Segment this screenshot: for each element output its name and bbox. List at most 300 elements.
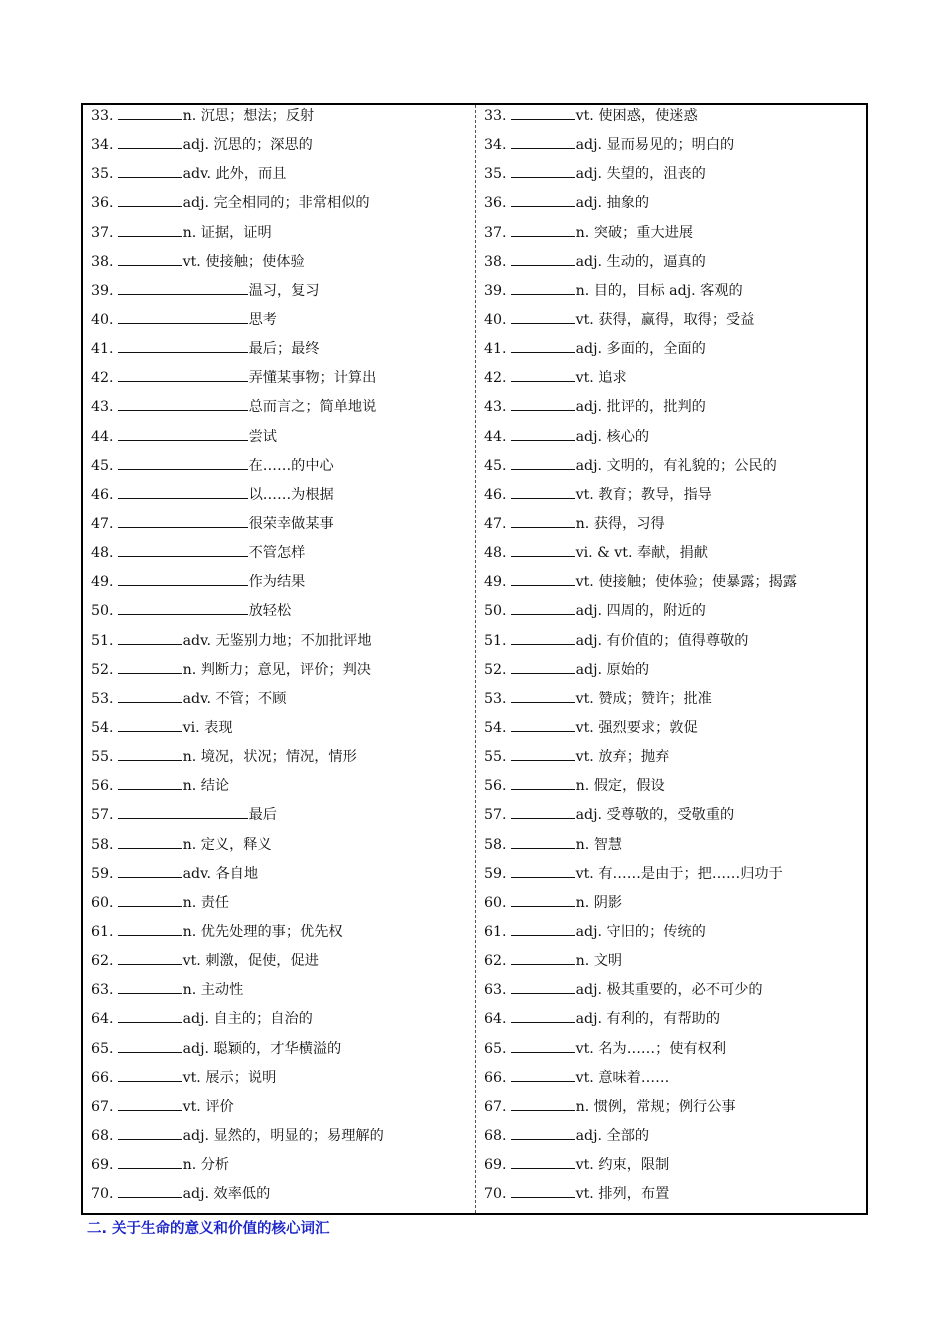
answer-blank[interactable] <box>511 107 575 120</box>
answer-blank[interactable] <box>511 369 575 382</box>
item-number: 61. <box>91 923 114 940</box>
vocab-item <box>476 1093 868 1122</box>
vocab-item <box>83 510 475 539</box>
vocab-item <box>476 277 868 306</box>
vocab-item <box>476 976 868 1005</box>
answer-blank[interactable] <box>511 1010 575 1023</box>
item-number: 63. <box>91 982 114 999</box>
item-number: 34. <box>484 137 507 154</box>
answer-blank[interactable] <box>511 952 575 965</box>
item-number: 48. <box>91 545 114 562</box>
item-number: 67. <box>91 1098 114 1115</box>
answer-blank[interactable] <box>118 836 182 849</box>
item-number: 57. <box>484 807 507 824</box>
item-number: 51. <box>91 632 114 649</box>
item-definition: vt. 放弃；抛弃 <box>575 749 670 766</box>
vocab-item <box>476 248 868 277</box>
answer-blank[interactable] <box>118 1098 182 1111</box>
item-number: 45. <box>484 457 507 474</box>
vocab-item <box>83 131 475 160</box>
item-definition: n. 优先处理的事；优先权 <box>182 923 343 940</box>
item-number: 69. <box>484 1157 507 1174</box>
item-definition: 在……的中心 <box>248 457 334 474</box>
item-number: 35. <box>484 166 507 183</box>
answer-blank[interactable] <box>118 748 182 761</box>
vocab-item <box>476 364 868 393</box>
vocab-item <box>476 1005 868 1034</box>
vocab-item <box>476 1151 868 1180</box>
answer-blank[interactable] <box>511 923 575 936</box>
vocab-item <box>83 364 475 393</box>
item-number: 65. <box>91 1040 114 1057</box>
item-number: 43. <box>484 399 507 416</box>
vocab-item <box>476 714 868 743</box>
answer-blank[interactable] <box>511 311 575 324</box>
item-definition: adj. 有价值的；值得尊敬的 <box>575 632 749 649</box>
answer-blank[interactable] <box>511 224 575 237</box>
item-number: 33. <box>91 108 114 124</box>
vocab-item <box>476 801 868 830</box>
vocab-item <box>83 860 475 889</box>
item-definition: adj. 沉思的；深思的 <box>182 137 313 154</box>
answer-blank[interactable] <box>511 544 575 557</box>
item-number: 70. <box>91 1186 114 1203</box>
item-number: 51. <box>484 632 507 649</box>
item-number: 60. <box>91 894 114 911</box>
answer-blank[interactable] <box>118 107 182 120</box>
answer-blank[interactable] <box>118 865 182 878</box>
item-number: 68. <box>484 1127 507 1144</box>
item-number: 58. <box>484 836 507 853</box>
item-definition: n. 判断力；意见，评价；判决 <box>182 661 371 678</box>
item-definition: 最后 <box>248 807 277 824</box>
item-definition: vt. 使接触；使体验；使暴露；揭露 <box>575 574 797 591</box>
vocab-item <box>476 1035 868 1064</box>
answer-blank[interactable] <box>118 515 248 528</box>
item-definition: adj. 全部的 <box>575 1127 650 1144</box>
item-definition: vt. 约束，限制 <box>575 1157 670 1174</box>
item-definition: vt. 使困惑，使迷惑 <box>575 108 698 124</box>
item-number: 55. <box>484 749 507 766</box>
item-number: 49. <box>91 574 114 591</box>
answer-blank[interactable] <box>118 1127 182 1140</box>
answer-blank[interactable] <box>118 1156 182 1169</box>
item-definition: n. 证据，证明 <box>182 224 272 241</box>
answer-blank[interactable] <box>118 952 182 965</box>
item-number: 63. <box>484 982 507 999</box>
answer-blank[interactable] <box>118 894 182 907</box>
item-number: 42. <box>91 370 114 387</box>
vocab-item <box>83 102 475 131</box>
answer-blank[interactable] <box>511 573 575 586</box>
answer-blank[interactable] <box>118 136 182 149</box>
vocab-item <box>83 597 475 626</box>
item-number: 41. <box>484 341 507 358</box>
answer-blank[interactable] <box>118 1040 182 1053</box>
vocab-item <box>476 685 868 714</box>
answer-blank[interactable] <box>511 515 575 528</box>
vocab-item <box>83 918 475 947</box>
vocab-item <box>83 306 475 335</box>
item-number: 44. <box>91 428 114 445</box>
answer-blank[interactable] <box>118 224 182 237</box>
item-number: 61. <box>484 923 507 940</box>
item-definition: adj. 失望的，沮丧的 <box>575 166 706 183</box>
answer-blank[interactable] <box>511 398 575 411</box>
item-number: 41. <box>91 341 114 358</box>
vocab-item <box>83 452 475 481</box>
answer-blank[interactable] <box>511 836 575 849</box>
item-definition: n. 目的，目标 adj. 客观的 <box>575 282 743 299</box>
vocab-item <box>476 510 868 539</box>
answer-blank[interactable] <box>118 253 182 266</box>
vocab-item <box>83 1005 475 1034</box>
answer-blank[interactable] <box>118 457 248 470</box>
vocab-item <box>83 714 475 743</box>
answer-blank[interactable] <box>118 1010 182 1023</box>
item-definition: n. 境况，状况；情况，情形 <box>182 749 357 766</box>
vocab-item <box>83 423 475 452</box>
vocab-item <box>83 947 475 976</box>
answer-blank[interactable] <box>511 661 575 674</box>
item-definition: adv. 此外，而且 <box>182 166 287 183</box>
answer-blank[interactable] <box>511 719 575 732</box>
item-number: 46. <box>484 486 507 503</box>
item-definition: adv. 不管；不顾 <box>182 690 287 707</box>
item-number: 42. <box>484 370 507 387</box>
item-definition: adj. 文明的，有礼貌的；公民的 <box>575 457 777 474</box>
vocab-item <box>476 452 868 481</box>
vocab-item <box>83 772 475 801</box>
vocab-item <box>83 568 475 597</box>
answer-blank[interactable] <box>118 632 182 645</box>
vocab-item <box>476 481 868 510</box>
item-number: 60. <box>484 894 507 911</box>
item-number: 56. <box>91 778 114 795</box>
item-definition: adj. 生动的，逼真的 <box>575 253 706 270</box>
item-definition: 不管怎样 <box>248 545 306 562</box>
item-number: 58. <box>91 836 114 853</box>
item-number: 38. <box>91 253 114 270</box>
item-number: 50. <box>91 603 114 620</box>
item-definition: 温习，复习 <box>248 282 320 299</box>
answer-blank[interactable] <box>118 690 182 703</box>
answer-blank[interactable] <box>511 253 575 266</box>
item-definition: n. 定义，释义 <box>182 836 272 853</box>
answer-blank[interactable] <box>511 428 575 441</box>
item-number: 49. <box>484 574 507 591</box>
item-definition: 以……为根据 <box>248 486 334 503</box>
answer-blank[interactable] <box>511 806 575 819</box>
item-definition: 作为结果 <box>248 574 306 591</box>
item-number: 46. <box>91 486 114 503</box>
item-definition: adj. 批评的，批判的 <box>575 399 706 416</box>
item-definition: 很荣幸做某事 <box>248 515 334 532</box>
item-number: 40. <box>484 311 507 328</box>
answer-blank[interactable] <box>511 690 575 703</box>
item-number: 70. <box>484 1186 507 1203</box>
item-definition: vt. 追求 <box>575 370 627 387</box>
item-definition: n. 沉思；想法；反射 <box>182 108 315 124</box>
vocab-item <box>83 743 475 772</box>
item-definition: vt. 名为……；使有权利 <box>575 1040 727 1057</box>
item-definition: adj. 守旧的；传统的 <box>575 923 706 940</box>
item-number: 69. <box>91 1157 114 1174</box>
item-definition: adj. 效率低的 <box>182 1186 271 1203</box>
vocab-item <box>83 248 475 277</box>
answer-blank[interactable] <box>118 398 248 411</box>
item-definition: adj. 自主的；自治的 <box>182 1011 313 1028</box>
item-definition: adj. 极其重要的，必不可少的 <box>575 982 763 999</box>
item-number: 36. <box>484 195 507 212</box>
vocab-item <box>476 889 868 918</box>
item-number: 52. <box>484 661 507 678</box>
vocab-item <box>83 1151 475 1180</box>
vocab-item <box>83 1122 475 1151</box>
vocab-item <box>83 539 475 568</box>
answer-blank[interactable] <box>511 282 575 295</box>
item-definition: vt. 赞成；赞许；批准 <box>575 690 712 707</box>
item-number: 48. <box>484 545 507 562</box>
vocab-item <box>476 189 868 218</box>
answer-blank[interactable] <box>511 865 575 878</box>
item-definition: adj. 受尊敬的，受敬重的 <box>575 807 735 824</box>
vocab-item <box>476 219 868 248</box>
item-definition: 思考 <box>248 311 277 328</box>
answer-blank[interactable] <box>511 1156 575 1169</box>
right-column <box>476 105 868 1213</box>
answer-blank[interactable] <box>511 894 575 907</box>
item-number: 39. <box>484 282 507 299</box>
vocab-item <box>476 1180 868 1209</box>
vocab-item <box>83 335 475 364</box>
vocab-item <box>476 831 868 860</box>
item-definition: n. 突破；重大进展 <box>575 224 694 241</box>
answer-blank[interactable] <box>118 981 182 994</box>
item-definition: adj. 显而易见的；明白的 <box>575 137 735 154</box>
vocab-item <box>476 743 868 772</box>
answer-blank[interactable] <box>511 1040 575 1053</box>
item-number: 50. <box>484 603 507 620</box>
vocab-item <box>476 568 868 597</box>
vocab-item <box>83 1035 475 1064</box>
vocab-item <box>83 889 475 918</box>
answer-blank[interactable] <box>118 923 182 936</box>
vocab-item <box>476 772 868 801</box>
item-number: 64. <box>484 1011 507 1028</box>
answer-blank[interactable] <box>118 602 248 615</box>
answer-blank[interactable] <box>511 1185 575 1198</box>
item-definition: vt. 评价 <box>182 1098 234 1115</box>
answer-blank[interactable] <box>118 194 182 207</box>
answer-blank[interactable] <box>118 165 182 178</box>
item-definition: vi. 表现 <box>182 719 233 736</box>
vocab-item <box>83 976 475 1005</box>
item-number: 39. <box>91 282 114 299</box>
item-number: 67. <box>484 1098 507 1115</box>
item-number: 45. <box>91 457 114 474</box>
item-number: 54. <box>484 719 507 736</box>
item-definition: vt. 意味着…… <box>575 1069 670 1086</box>
item-number: 47. <box>91 515 114 532</box>
answer-blank[interactable] <box>118 806 248 819</box>
item-number: 37. <box>484 224 507 241</box>
answer-blank[interactable] <box>511 194 575 207</box>
vocab-item <box>83 393 475 422</box>
item-number: 64. <box>91 1011 114 1028</box>
answer-blank[interactable] <box>118 486 248 499</box>
item-definition: n. 获得，习得 <box>575 515 665 532</box>
item-definition: vt. 刺激，促使，促进 <box>182 953 319 970</box>
answer-blank[interactable] <box>511 748 575 761</box>
answer-blank[interactable] <box>118 282 248 295</box>
answer-blank[interactable] <box>118 369 248 382</box>
item-number: 40. <box>91 311 114 328</box>
item-definition: n. 分析 <box>182 1157 230 1174</box>
item-definition: 放轻松 <box>248 603 292 620</box>
item-definition: adj. 多面的，全面的 <box>575 341 706 358</box>
item-number: 66. <box>484 1069 507 1086</box>
item-definition: vt. 展示；说明 <box>182 1069 277 1086</box>
vocab-item <box>83 801 475 830</box>
item-definition: n. 主动性 <box>182 982 244 999</box>
answer-blank[interactable] <box>118 428 248 441</box>
item-definition: n. 责任 <box>182 894 230 911</box>
item-definition: n. 惯例，常规；例行公事 <box>575 1098 736 1115</box>
vocab-item <box>83 1064 475 1093</box>
vocab-item <box>476 947 868 976</box>
item-number: 57. <box>91 807 114 824</box>
vocab-item <box>83 219 475 248</box>
item-definition: n. 阴影 <box>575 894 623 911</box>
item-definition: adj. 核心的 <box>575 428 650 445</box>
answer-blank[interactable] <box>118 1069 182 1082</box>
item-number: 53. <box>484 690 507 707</box>
answer-blank[interactable] <box>511 1127 575 1140</box>
answer-blank[interactable] <box>118 544 248 557</box>
item-definition: adj. 抽象的 <box>575 195 650 212</box>
item-definition: adj. 显然的，明显的；易理解的 <box>182 1127 384 1144</box>
answer-blank[interactable] <box>511 632 575 645</box>
vocab-item <box>476 860 868 889</box>
vocab-item <box>83 1180 475 1209</box>
item-number: 35. <box>91 166 114 183</box>
vocab-item <box>476 918 868 947</box>
vocab-item <box>476 656 868 685</box>
item-number: 65. <box>484 1040 507 1057</box>
item-number: 38. <box>484 253 507 270</box>
vocab-item <box>476 597 868 626</box>
item-definition: vt. 强烈要求；敦促 <box>575 719 698 736</box>
item-definition: vt. 获得，赢得，取得；受益 <box>575 311 755 328</box>
vocab-item <box>83 481 475 510</box>
vocab-item <box>476 627 868 656</box>
answer-blank[interactable] <box>511 486 575 499</box>
item-number: 52. <box>91 661 114 678</box>
section-title: 二. 关于生命的意义和价值的核心词汇 <box>87 1221 330 1237</box>
vocab-item <box>476 393 868 422</box>
vocab-item <box>83 160 475 189</box>
vocab-item <box>476 1064 868 1093</box>
item-definition: adj. 四周的，附近的 <box>575 603 706 620</box>
vocab-item <box>476 102 868 131</box>
answer-blank[interactable] <box>511 136 575 149</box>
item-definition: vi. & vt. 奉献，捐献 <box>575 545 708 562</box>
answer-blank[interactable] <box>118 573 248 586</box>
item-definition: adj. 聪颖的，才华横溢的 <box>182 1040 342 1057</box>
item-definition: n. 结论 <box>182 778 230 795</box>
vocab-item <box>83 831 475 860</box>
item-definition: 总而言之；简单地说 <box>248 399 377 416</box>
answer-blank[interactable] <box>511 602 575 615</box>
item-definition: 弄懂某事物；计算出 <box>248 370 377 387</box>
item-definition: vt. 教育；教导，指导 <box>575 486 712 503</box>
answer-blank[interactable] <box>511 340 575 353</box>
answer-blank[interactable] <box>511 777 575 790</box>
answer-blank[interactable] <box>118 1185 182 1198</box>
item-number: 66. <box>91 1069 114 1086</box>
vocab-item <box>476 539 868 568</box>
answer-blank[interactable] <box>511 1069 575 1082</box>
vocab-table <box>81 103 868 1215</box>
item-number: 59. <box>91 865 114 882</box>
item-number: 47. <box>484 515 507 532</box>
item-definition: vt. 有……是由于；把……归功于 <box>575 865 783 882</box>
item-definition: adj. 完全相同的；非常相似的 <box>182 195 370 212</box>
item-number: 53. <box>91 690 114 707</box>
item-definition: adj. 有利的，有帮助的 <box>575 1011 721 1028</box>
answer-blank[interactable] <box>118 719 182 732</box>
vocab-item <box>476 423 868 452</box>
answer-blank[interactable] <box>511 457 575 470</box>
answer-blank[interactable] <box>511 1098 575 1111</box>
item-definition: n. 文明 <box>575 953 623 970</box>
answer-blank[interactable] <box>511 165 575 178</box>
vocab-item <box>476 131 868 160</box>
left-column <box>83 105 475 1213</box>
item-definition: 尝试 <box>248 428 277 445</box>
item-number: 37. <box>91 224 114 241</box>
item-definition: n. 假定，假设 <box>575 778 665 795</box>
item-definition: adj. 原始的 <box>575 661 650 678</box>
item-definition: vt. 排列，布置 <box>575 1186 670 1203</box>
answer-blank[interactable] <box>118 661 182 674</box>
item-number: 33. <box>484 108 507 124</box>
answer-blank[interactable] <box>118 311 248 324</box>
item-number: 34. <box>91 137 114 154</box>
item-number: 59. <box>484 865 507 882</box>
item-definition: vt. 使接触；使体验 <box>182 253 305 270</box>
item-number: 54. <box>91 719 114 736</box>
item-number: 56. <box>484 778 507 795</box>
item-number: 36. <box>91 195 114 212</box>
vocab-item <box>476 306 868 335</box>
item-number: 68. <box>91 1127 114 1144</box>
vocab-item <box>83 1093 475 1122</box>
vocab-item <box>83 656 475 685</box>
answer-blank[interactable] <box>511 981 575 994</box>
answer-blank[interactable] <box>118 340 248 353</box>
item-definition: adv. 无鉴别力地；不加批评地 <box>182 632 372 649</box>
item-number: 44. <box>484 428 507 445</box>
item-definition: 最后；最终 <box>248 341 320 358</box>
vocab-item <box>83 627 475 656</box>
vocab-item <box>83 189 475 218</box>
answer-blank[interactable] <box>118 777 182 790</box>
item-definition: n. 智慧 <box>575 836 623 853</box>
item-number: 62. <box>484 953 507 970</box>
item-number: 62. <box>91 953 114 970</box>
